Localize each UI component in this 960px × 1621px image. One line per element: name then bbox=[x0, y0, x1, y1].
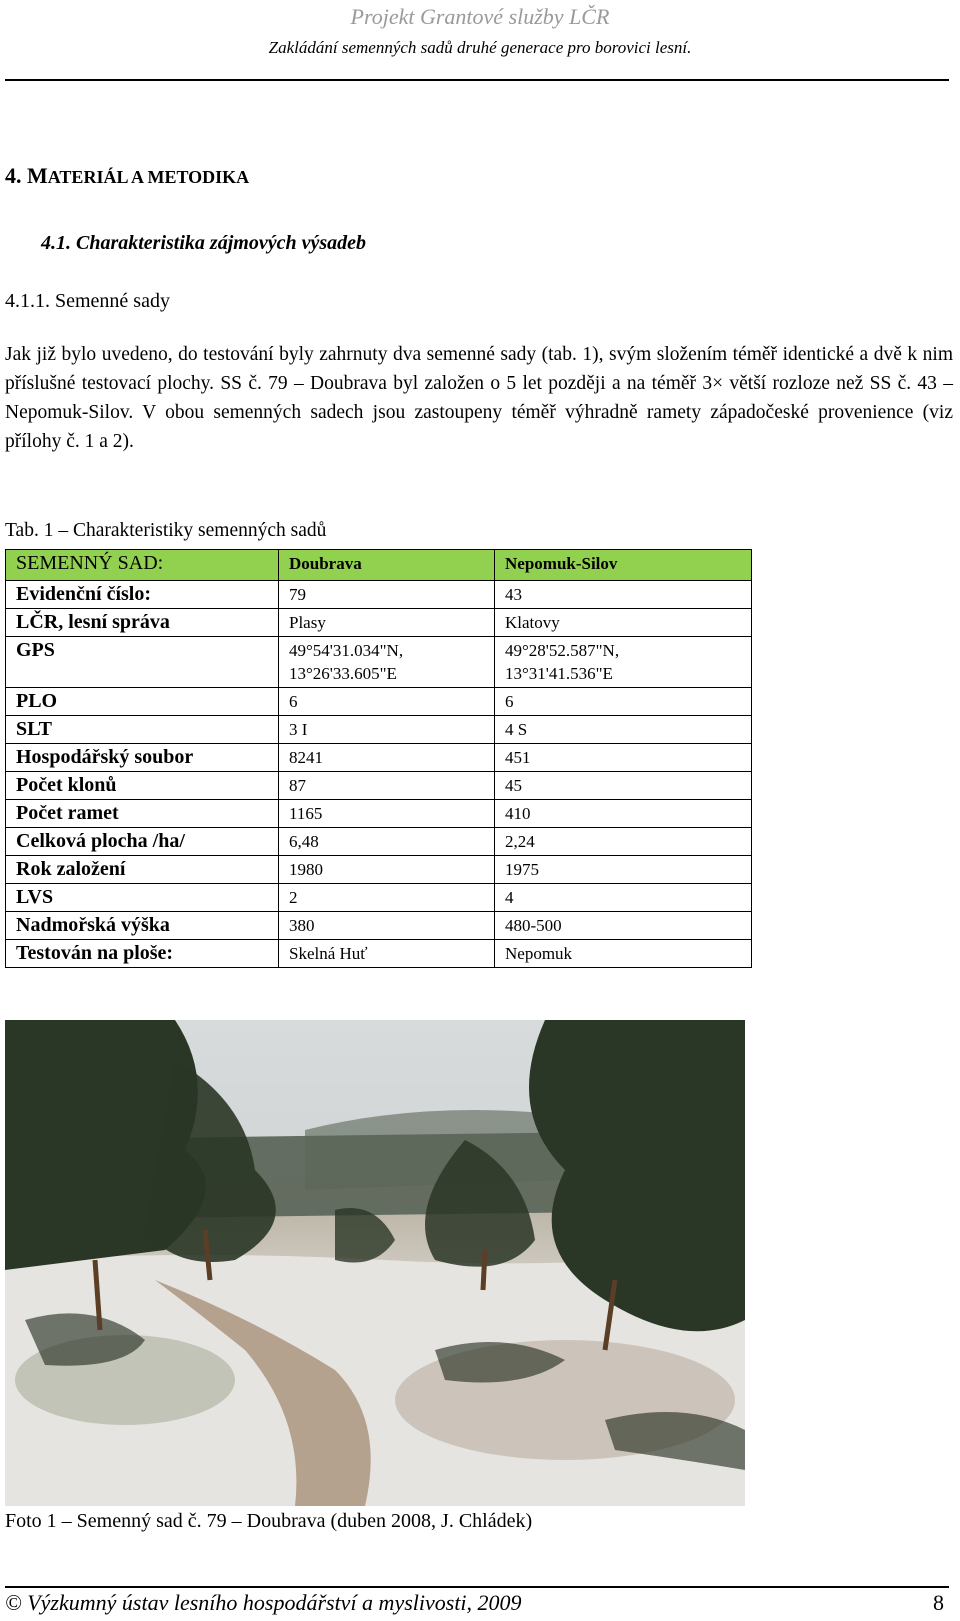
footer-divider bbox=[5, 1586, 949, 1588]
table-cell-label: LVS bbox=[6, 884, 279, 912]
table-cell: Skelná Huť bbox=[279, 940, 495, 968]
table-row-gps bbox=[6, 637, 752, 688]
table-cell-label: SLT bbox=[6, 716, 279, 744]
table-cell: 2 bbox=[279, 884, 495, 912]
table-header-cell: Nepomuk-Silov bbox=[495, 550, 752, 581]
table-cell-label: Evidenční číslo: bbox=[6, 581, 279, 609]
table-cell: 45 bbox=[495, 772, 752, 800]
table-cell: 6,48 bbox=[279, 828, 495, 856]
table-row bbox=[6, 856, 752, 884]
table-cell: 1975 bbox=[495, 856, 752, 884]
table-header-row bbox=[6, 550, 752, 581]
table-cell-label: Testován na ploše: bbox=[6, 940, 279, 968]
table-cell-gps bbox=[279, 637, 495, 688]
table-cell: Klatovy bbox=[495, 609, 752, 637]
section-heading-rest: ATERIÁL A METODIKA bbox=[47, 167, 250, 187]
body-paragraph: Jak již bylo uvedeno, do testování byly zahrnuty dva semenné sady (tab. 1), svým složením téměř identické a dvě k nim příslušné testovací plochy. SS č. 79 – Doubrava byl založen o 5 let později a na téměř 3× větší rozloze než SS č. 43 – Nepomuk-Silov. V obou semenných sadech jsou zastoupeny téměř výhradně ramety západočeské provenience (viz přílohy č. 1 a 2). bbox=[5, 344, 953, 452]
table-cell: 410 bbox=[495, 800, 752, 828]
header-subtitle: Zakládání semenných sadů druhé generace pro borovici lesní. bbox=[268, 38, 692, 57]
table-cell-label: Počet klonů bbox=[6, 772, 279, 800]
table-cell-label: Rok založení bbox=[6, 856, 279, 884]
table-row bbox=[6, 940, 752, 968]
table-cell: 79 bbox=[279, 581, 495, 609]
table-header-cell: Doubrava bbox=[279, 550, 495, 581]
table-cell-gps bbox=[495, 637, 752, 688]
table-row bbox=[6, 744, 752, 772]
table-row bbox=[6, 828, 752, 856]
table-cell: 3 I bbox=[279, 716, 495, 744]
section-heading-number: 4. M bbox=[5, 163, 48, 188]
table-cell: 1165 bbox=[279, 800, 495, 828]
table-row bbox=[6, 772, 752, 800]
table-cell-label: LČR, lesní správa bbox=[6, 609, 279, 637]
table-cell: 451 bbox=[495, 744, 752, 772]
subsection-heading: 4.1. Charakteristika zájmových výsadeb bbox=[41, 232, 366, 254]
subsubsection-heading: 4.1.1. Semenné sady bbox=[5, 290, 170, 312]
table-cell: Nepomuk bbox=[495, 940, 752, 968]
table-row bbox=[6, 912, 752, 940]
table-cell-label: Celková plocha /ha/ bbox=[6, 828, 279, 856]
table-cell-label: GPS bbox=[6, 637, 279, 688]
gps-lat: 49°28'52.587"N, bbox=[505, 641, 620, 660]
table-cell: 6 bbox=[495, 688, 752, 716]
table-cell-label: PLO bbox=[6, 688, 279, 716]
photo-illustration bbox=[5, 1020, 745, 1506]
table-cell: 43 bbox=[495, 581, 752, 609]
table-cell-label: Hospodářský soubor bbox=[6, 744, 279, 772]
seed-orchard-table bbox=[5, 549, 752, 968]
table-row bbox=[6, 581, 752, 609]
table-cell: 1980 bbox=[279, 856, 495, 884]
table-cell: Plasy bbox=[279, 609, 495, 637]
table-cell: 6 bbox=[279, 688, 495, 716]
header-divider bbox=[5, 79, 949, 81]
table-cell: 8241 bbox=[279, 744, 495, 772]
table-cell-label: Počet ramet bbox=[6, 800, 279, 828]
gps-lon: 13°31'41.536"E bbox=[505, 664, 613, 683]
table-cell: 87 bbox=[279, 772, 495, 800]
table-row bbox=[6, 716, 752, 744]
header-project: Projekt Grantové služby LČR bbox=[350, 4, 610, 29]
seed-orchard-photo bbox=[5, 1020, 745, 1506]
table-row bbox=[6, 609, 752, 637]
table-cell-label: Nadmořská výška bbox=[6, 912, 279, 940]
table-cell: 380 bbox=[279, 912, 495, 940]
table-row bbox=[6, 884, 752, 912]
table-caption: Tab. 1 – Charakteristiky semenných sadů bbox=[5, 520, 327, 541]
gps-lat: 49°54'31.034"N, bbox=[289, 641, 404, 660]
table-cell: 480-500 bbox=[495, 912, 752, 940]
photo-caption: Foto 1 – Semenný sad č. 79 – Doubrava (duben 2008, J. Chládek) bbox=[5, 1510, 533, 1532]
page-number: 8 bbox=[933, 1590, 944, 1615]
table-header-cell: SEMENNÝ SAD: bbox=[6, 550, 279, 581]
table-row bbox=[6, 688, 752, 716]
gps-lon: 13°26'33.605"E bbox=[289, 664, 397, 683]
table-row bbox=[6, 800, 752, 828]
table-cell: 4 S bbox=[495, 716, 752, 744]
table-cell: 4 bbox=[495, 884, 752, 912]
section-heading bbox=[5, 163, 249, 189]
table-cell: 2,24 bbox=[495, 828, 752, 856]
footer-copyright: © Výzkumný ústav lesního hospodářství a myslivosti, 2009 bbox=[5, 1590, 522, 1615]
